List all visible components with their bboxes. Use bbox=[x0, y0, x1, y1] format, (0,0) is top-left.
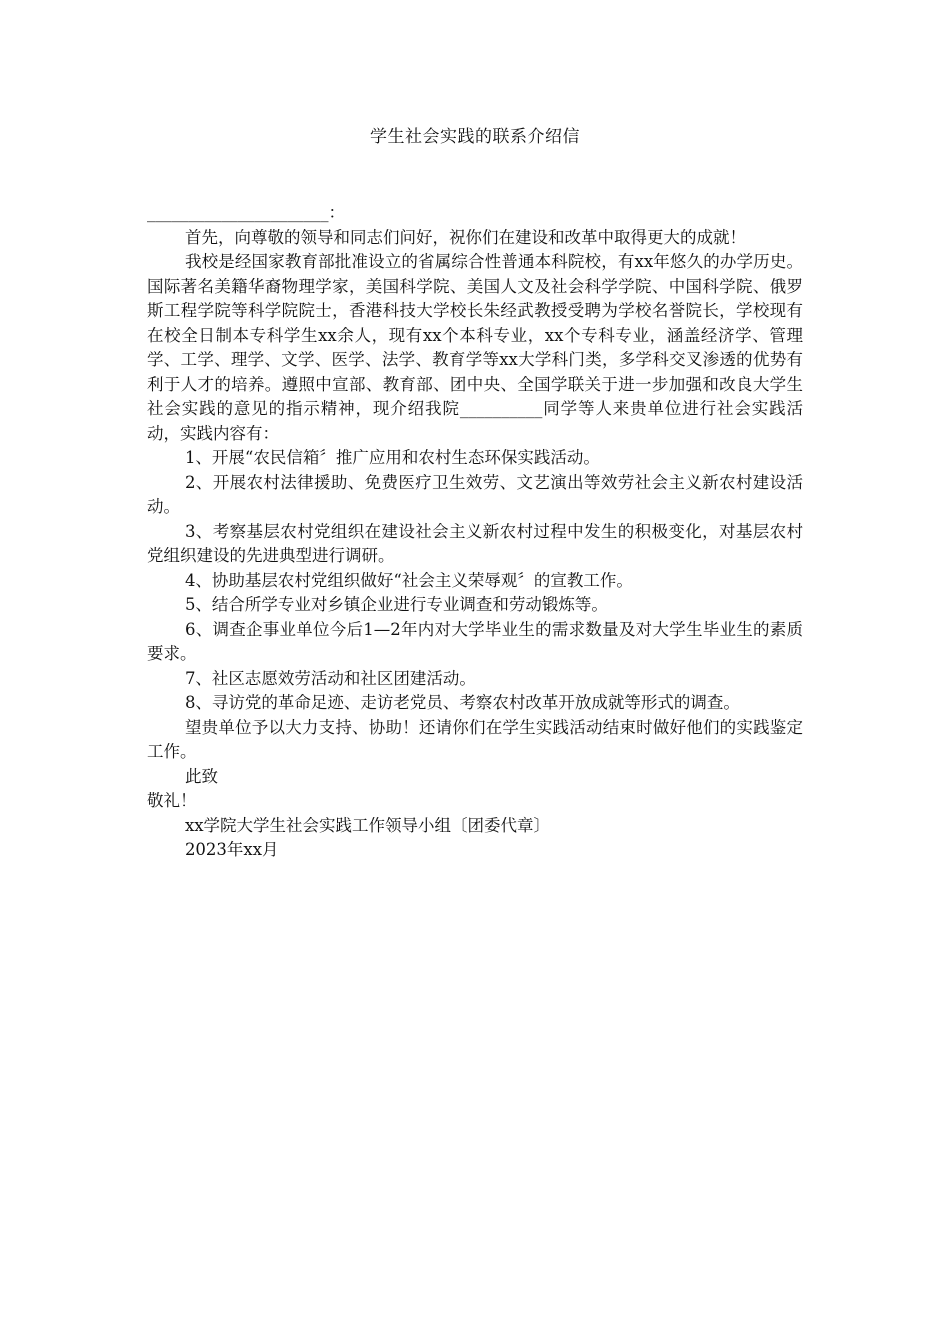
salutation-line: ______________________： bbox=[147, 203, 345, 222]
practice-item-6: 6、调查企事业单位今后1—2年内对大学毕业生的需求数量及对大学生毕业生的素质要求。 bbox=[147, 619, 803, 663]
practice-item-4: 4、协助基层农村党组织做好“社会主义荣辱观〞的宣教工作。 bbox=[184, 570, 633, 590]
practice-item-5: 5、结合所学专业对乡镇企业进行专业调查和劳动锻炼等。 bbox=[184, 595, 608, 614]
date-line: 2023年xx月 bbox=[184, 840, 279, 859]
closing-line: 此致 bbox=[184, 766, 218, 786]
practice-item-8: 8、寻访党的革命足迹、走访老党员、考察农村改革开放成就等形式的调查。 bbox=[184, 693, 740, 712]
signature-line: xx学院大学生社会实践工作领导小组〔团委代章〕 bbox=[184, 815, 551, 835]
letter-body bbox=[147, 201, 803, 863]
practice-item-7: 7、社区志愿效劳活动和社区团建活动。 bbox=[184, 668, 476, 688]
practice-item-3: 3、考察基层农村党组织在建设社会主义新农村过程中发生的积极变化，对基层农村党组织建设的先进典型进行调研。 bbox=[147, 521, 803, 565]
practice-item-2: 2、开展农村法律援助、免费医疗卫生效劳、文艺演出等效劳社会主义新农村建设活动。 bbox=[147, 472, 803, 516]
document-title: 学生社会实践的联系介绍信 bbox=[370, 127, 580, 147]
greeting-paragraph: 首先，向尊敬的领导和同志们问好，祝你们在建设和改革中取得更大的成就！ bbox=[184, 227, 746, 247]
regards-line: 敬礼！ bbox=[147, 791, 197, 810]
practice-item-1: 1、开展“农民信箱〞推广应用和农村生态环保实践活动。 bbox=[184, 448, 600, 467]
request-paragraph: 望贵单位予以大力支持、协助！还请你们在学生实践活动结束时做好他们的实践鉴定工作。 bbox=[147, 717, 803, 761]
introduction-paragraph: 我校是经国家教育部批准设立的省属综合性普通本科院校，有xx年悠久的办学历史。国际著名美籍华裔物理学家，美国科学院、美国人文及社会科学学院、中国科学院、俄罗斯工程学院等科学院院士，香港科技大学校长朱经武教授受聘为学校名誉院长，学校现有在校全日制本专科学生xx余人，现有xx个本科专业，xx个专科专业，涵盖经济学、管理学、工学、理学、文学、医学、法学、教育学等xx大学科门类，多学科交叉渗透的优势有利于人才的培养。遵照中宣部、教育部、团中央、全国学联关于进一步加强和改良大学生社会实践的意见的指示精神，现介绍我院__________同学等人来贵单位进行社会实践活动，实践内容有： bbox=[147, 252, 803, 443]
